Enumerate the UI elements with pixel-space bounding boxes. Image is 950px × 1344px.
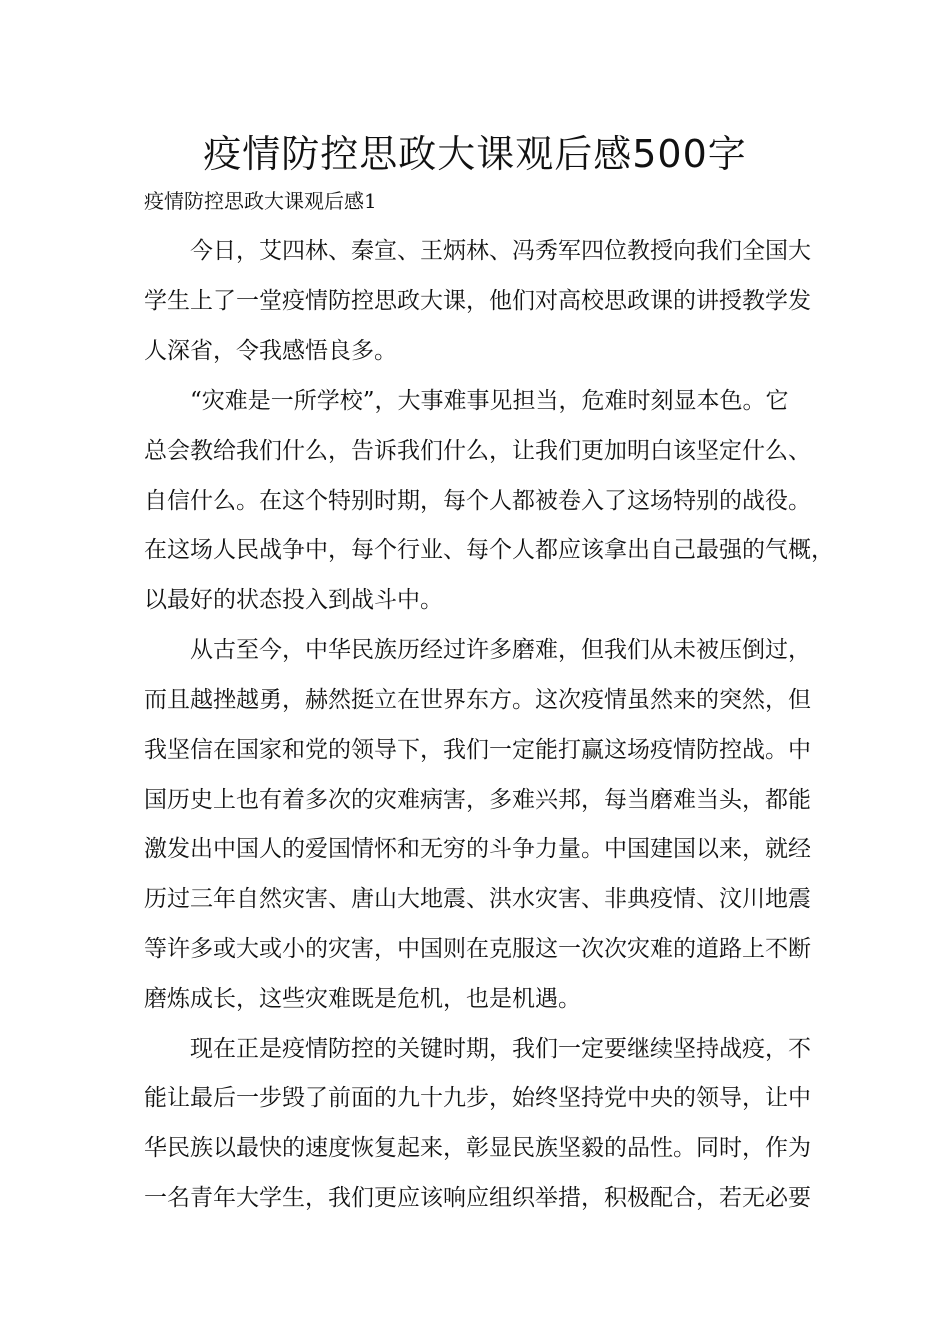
text-line: 现在正是疫情防控的关键时期，我们一定要继续坚持战疫，不 [190, 1036, 811, 1062]
text-line: 在这场人民战争中，每个行业、每个人都应该拿出自己最强的气概， [144, 537, 834, 563]
text-line: “灾难是一所学校”，大事难事见担当，危难时刻显本色。它 [190, 388, 789, 414]
text-line: 人深省，令我感悟良多。 [144, 338, 397, 364]
text-line: 历过三年自然灾害、唐山大地震、洪水灾害、非典疫情、汶川地震 [144, 886, 811, 912]
text-line: 一名青年大学生，我们更应该响应组织举措，积极配合，若无必要 [144, 1185, 811, 1211]
text-line: 磨炼成长，这些灾难既是危机，也是机遇。 [144, 986, 581, 1012]
text-line: 而且越挫越勇，赫然挺立在世界东方。这次疫情虽然来的突然，但 [144, 687, 811, 713]
text-line: 国历史上也有着多次的灾难病害，多难兴邦，每当磨难当头，都能 [144, 787, 811, 813]
text-line: 以最好的状态投入到战斗中。 [144, 587, 443, 613]
text-line: 总会教给我们什么，告诉我们什么，让我们更加明白该坚定什么、 [144, 438, 811, 464]
document-subtitle: 疫情防控思政大课观后感1 [144, 189, 377, 213]
text-line: 自信什么。在这个特别时期，每个人都被卷入了这场特别的战役。 [144, 488, 811, 514]
text-line: 等许多或大或小的灾害，中国则在克服这一次次灾难的道路上不断 [144, 936, 811, 962]
text-line: 今日，艾四林、秦宣、王炳林、冯秀军四位教授向我们全国大 [190, 238, 811, 264]
text-line: 我坚信在国家和党的领导下，我们一定能打赢这场疫情防控战。中 [144, 737, 811, 763]
text-line: 从古至今，中华民族历经过许多磨难，但我们从未被压倒过， [190, 637, 811, 663]
text-line: 激发出中国人的爱国情怀和无穷的斗争力量。中国建国以来，就经 [144, 836, 811, 862]
text-line: 华民族以最快的速度恢复起来，彰显民族坚毅的品性。同时，作为 [144, 1135, 811, 1161]
document-title: 疫情防控思政大课观后感500字 [203, 132, 747, 176]
text-line: 能让最后一步毁了前面的九十九步，始终坚持党中央的领导，让中 [144, 1085, 811, 1111]
text-line: 学生上了一堂疫情防控思政大课，他们对高校思政课的讲授教学发 [144, 288, 811, 314]
